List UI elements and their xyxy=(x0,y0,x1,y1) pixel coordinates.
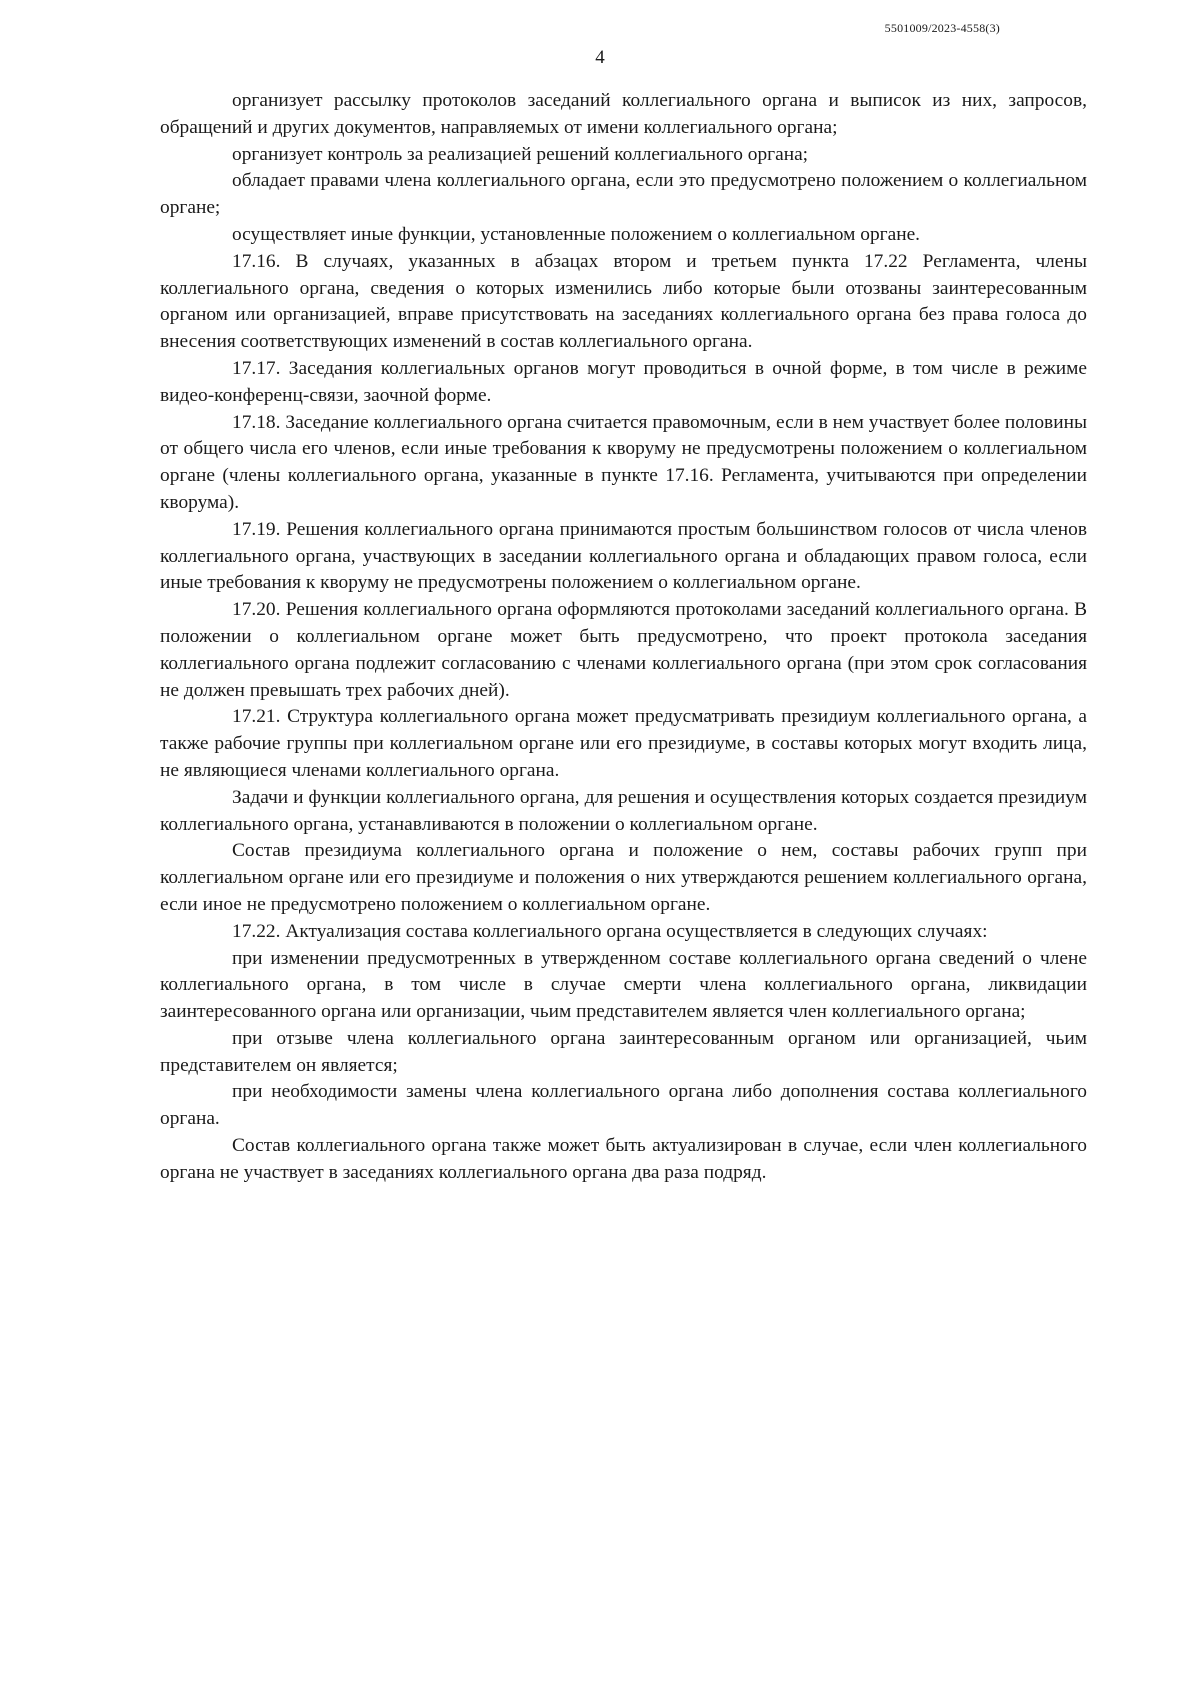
paragraph: при необходимости замены члена коллегиального органа либо дополнения состава коллегиального органа. xyxy=(160,1081,1087,1130)
paragraph: организует рассылку протоколов заседаний коллегиального органа и выписок из них, запросов, обращений и других документов, направляемых от имени коллегиального органа; xyxy=(160,90,1087,138)
document-number: 5501009/2023-4558(3) xyxy=(884,21,1000,35)
paragraph: Задачи и функции коллегиального органа, для решения и осуществления которых создается президиум коллегиального органа, устанавливаются в положении о коллегиальном органе. xyxy=(160,786,1087,835)
paragraph-17-20: 17.20. Решения коллегиального органа оформляются протоколами заседаний коллегиального органа. В положении о коллегиальном органе может быть предусмотрено, что проект протокола заседания коллегиального органа подлежит согласованию с членами коллегиального органа (при этом срок согласования не должен превышать трех рабочих дней). xyxy=(160,599,1087,701)
paragraph: Состав коллегиального органа также может быть актуализирован в случае, если член коллегиального органа не участвует в заседаниях коллегиального органа два раза подряд. xyxy=(160,1135,1087,1183)
paragraph-17-21: 17.21. Структура коллегиального органа может предусматривать президиум коллегиального органа, а также рабочие группы при коллегиальном органе или его президиуме, в составы которых могут входить лица, не являющиеся членами коллегиального органа. xyxy=(160,706,1087,781)
page-number: 4 xyxy=(595,47,605,68)
paragraph-17-17: 17.17. Заседания коллегиальных органов могут проводиться в очной форме, в том числе в режиме видео-конференц-связи, заочной форме. xyxy=(160,357,1087,406)
paragraph: Состав президиума коллегиального органа и положение о нем, составы рабочих групп при коллегиальном органе или его президиуме и положения о них утверждаются решением коллегиального органа, если иное не предусмотрено положением о коллегиальном органе. xyxy=(160,840,1087,915)
paragraph: осуществляет иные функции, установленные положением о коллегиальном органе. xyxy=(232,223,921,245)
paragraph-17-16: 17.16. В случаях, указанных в абзацах втором и третьем пункта 17.22 Регламента, члены коллегиального органа, сведения о которых изменились либо которые были отозваны заинтересованным органом или организацией, вправе присутствовать на заседаниях коллегиального органа без права голоса до внесения соответствующих изменений в состав коллегиального органа. xyxy=(160,250,1087,353)
paragraph-17-22: 17.22. Актуализация состава коллегиального органа осуществляется в следующих случаях: xyxy=(232,920,988,942)
paragraph: организует контроль за реализацией решений коллегиального органа; xyxy=(232,143,809,165)
document-body xyxy=(160,88,1087,1187)
paragraph-17-19: 17.19. Решения коллегиального органа принимаются простым большинством голосов от числа членов коллегиального органа, участвующих в заседании коллегиального органа и обладающих правом голоса, если иные требования к кворуму не предусмотрены положением о коллегиальном органе. xyxy=(160,518,1087,594)
paragraph-17-18: 17.18. Заседание коллегиального органа считается правомочным, если в нем участвует более половины от общего числа его членов, если иные требования к кворуму не предусмотрены положением о коллегиальном органе (члены коллегиального органа, указанные в пункте 17.16. Регламента, учитываются при определении кворума). xyxy=(160,411,1087,513)
paragraph: при изменении предусмотренных в утвержденном составе коллегиального органа сведений о члене коллегиального органа, в том числе в случае смерти члена коллегиального органа, ликвидации заинтересованного органа или организации, чьим представителем является член коллегиального органа; xyxy=(160,947,1087,1023)
paragraph: обладает правами члена коллегиального органа, если это предусмотрено положением о коллегиальном органе; xyxy=(160,170,1087,219)
paragraph: при отзыве члена коллегиального органа заинтересованным органом или организацией, чьим представителем он является; xyxy=(160,1027,1087,1076)
